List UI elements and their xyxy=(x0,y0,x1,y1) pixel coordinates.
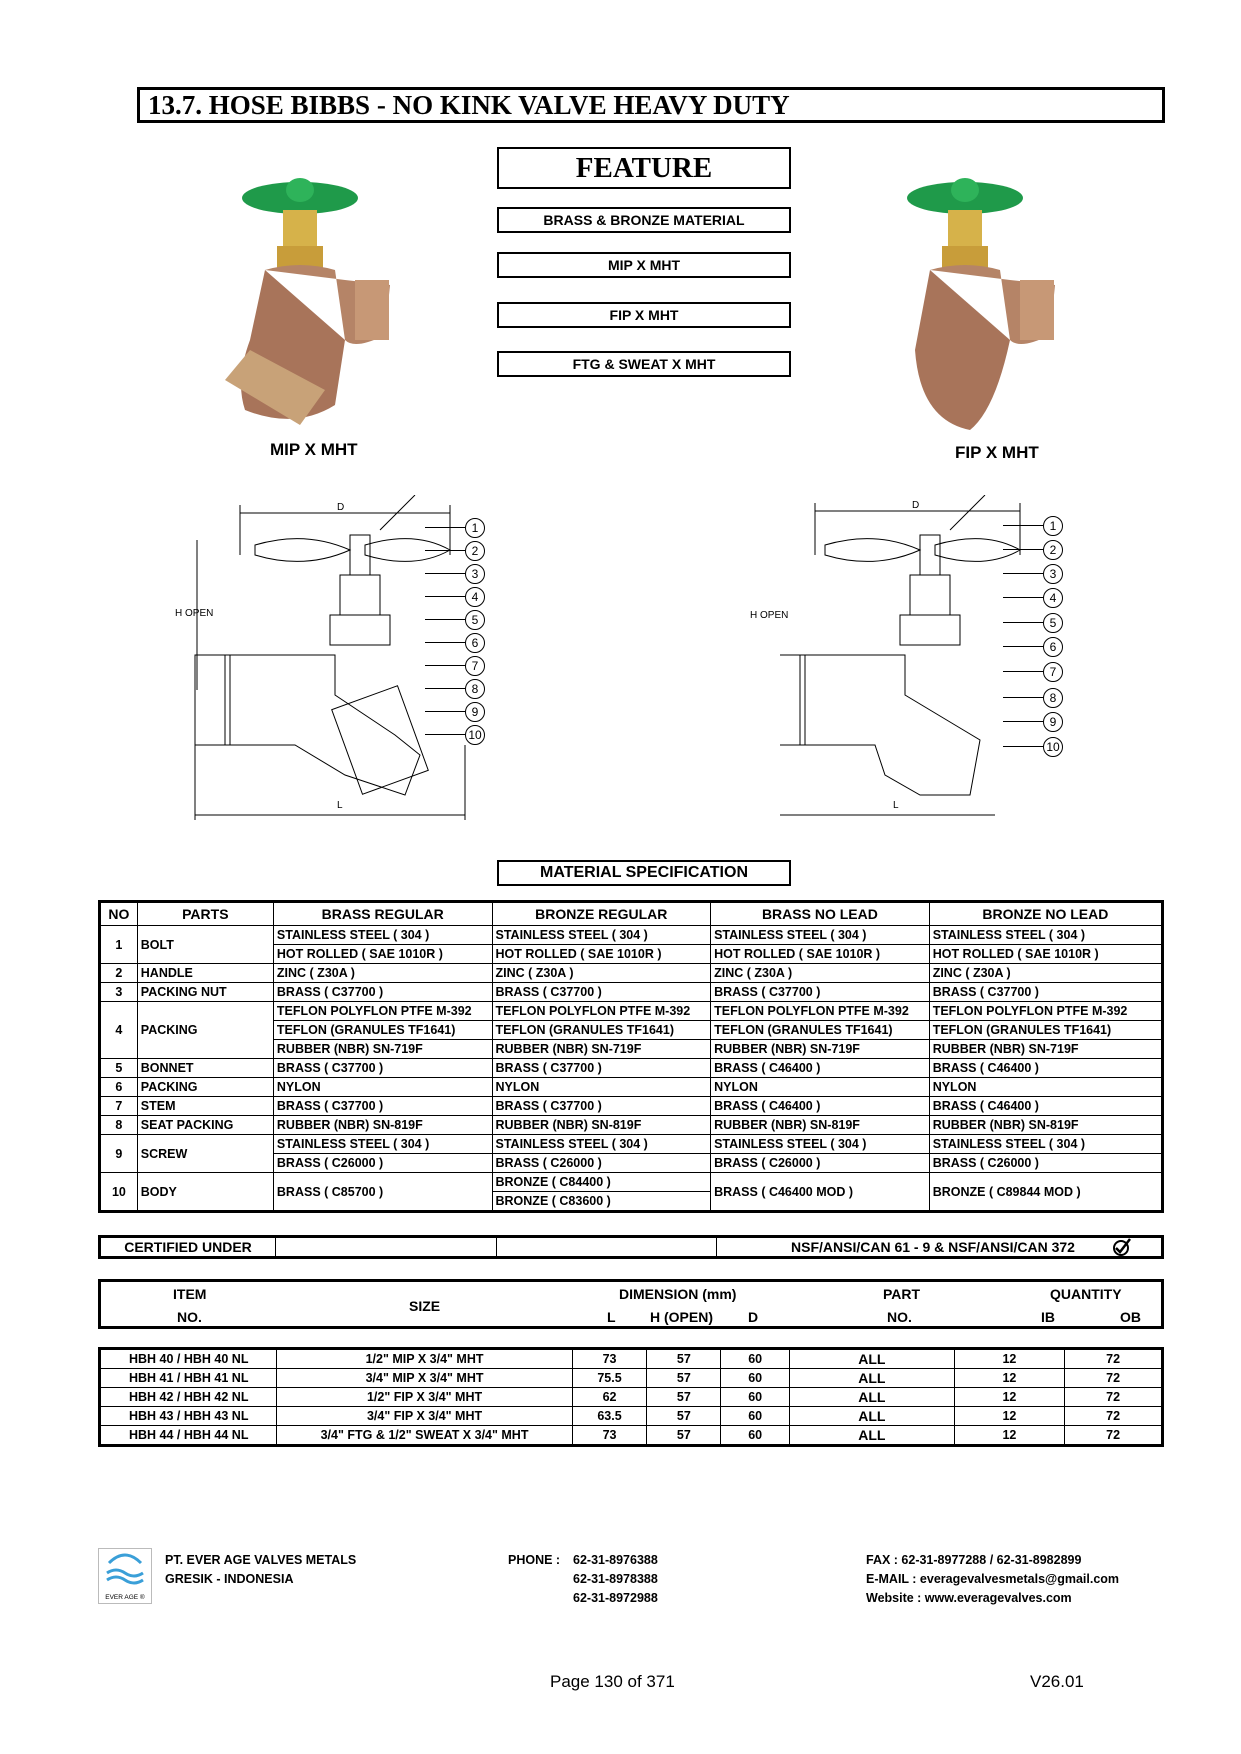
callout-leader xyxy=(425,734,465,735)
material-cell: BRASS ( C85700 ) xyxy=(273,1173,492,1212)
certified-label: CERTIFIED UNDER xyxy=(101,1238,276,1256)
technical-drawing-fip xyxy=(780,495,1080,825)
dim-cell-size: 1/2" MIP X 3/4" MHT xyxy=(277,1349,572,1369)
header-quantity: QUANTITY xyxy=(1050,1286,1122,1302)
callout-1: 1 xyxy=(1043,516,1063,536)
material-cell: RUBBER (NBR) SN-719F xyxy=(711,1040,930,1059)
dim-label-l-right: L xyxy=(893,800,899,811)
dim-cell-item: HBH 40 / HBH 40 NL xyxy=(100,1349,277,1369)
material-cell: TEFLON POLYFLON PTFE M-392 xyxy=(492,1002,711,1021)
callout-3: 3 xyxy=(465,564,485,584)
dim-cell-part: ALL xyxy=(790,1426,955,1446)
dim-label-d-right: D xyxy=(912,500,920,511)
technical-drawing-mip xyxy=(165,495,500,825)
part-name: PACKING NUT xyxy=(137,983,273,1002)
material-cell: BRONZE ( C84400 ) xyxy=(492,1173,711,1192)
material-row xyxy=(100,1002,1163,1021)
fax: FAX : 62-31-8977288 / 62-31-8982899 xyxy=(866,1553,1082,1567)
callout-leader xyxy=(425,711,465,712)
material-cell: BRASS ( C37700 ) xyxy=(492,1097,711,1116)
callout-leader xyxy=(1003,549,1043,550)
material-cell: HOT ROLLED ( SAE 1010R ) xyxy=(929,945,1162,964)
feature-heading: FEATURE xyxy=(497,147,791,189)
dim-cell-d: 60 xyxy=(721,1388,790,1407)
company-location: GRESIK - INDONESIA xyxy=(165,1572,294,1586)
material-row xyxy=(100,926,1163,945)
dim-label-h: H OPEN xyxy=(175,608,214,619)
dim-cell-h: 57 xyxy=(647,1407,721,1426)
material-row xyxy=(100,983,1163,1002)
material-cell: TEFLON POLYFLON PTFE M-392 xyxy=(273,1002,492,1021)
callout-leader xyxy=(1003,525,1043,526)
dim-cell-h: 57 xyxy=(647,1426,721,1446)
callout-7: 7 xyxy=(465,656,485,676)
dim-label-l: L xyxy=(337,800,343,811)
col-header: BRASS REGULAR xyxy=(273,902,492,926)
col-header: BRONZE REGULAR xyxy=(492,902,711,926)
dim-cell-item: HBH 41 / HBH 41 NL xyxy=(100,1369,277,1388)
material-cell: NYLON xyxy=(929,1078,1162,1097)
material-cell: RUBBER (NBR) SN-819F xyxy=(273,1116,492,1135)
dim-cell-item: HBH 44 / HBH 44 NL xyxy=(100,1426,277,1446)
part-name: BONNET xyxy=(137,1059,273,1078)
callout-leader xyxy=(1003,646,1043,647)
part-no: 6 xyxy=(100,1078,138,1097)
dim-cell-item: HBH 43 / HBH 43 NL xyxy=(100,1407,277,1426)
dim-cell-size: 1/2" FIP X 3/4" MHT xyxy=(277,1388,572,1407)
material-cell: BRASS ( C37700 ) xyxy=(492,1059,711,1078)
dim-label-d: D xyxy=(337,502,345,513)
material-cell: 10 xyxy=(100,1173,138,1212)
dim-cell-ob: 72 xyxy=(1065,1388,1163,1407)
header-size: SIZE xyxy=(409,1298,441,1314)
material-cell: ZINC ( Z30A ) xyxy=(929,964,1162,983)
material-cell: NYLON xyxy=(492,1078,711,1097)
part-no: 3 xyxy=(100,983,138,1002)
material-cell: BRONZE ( C83600 ) xyxy=(492,1192,711,1212)
col-header: BRONZE NO LEAD xyxy=(929,902,1162,926)
email: E-MAIL : everagevalvesmetals@gmail.com xyxy=(866,1572,1120,1586)
material-cell: BRASS ( C37700 ) xyxy=(492,983,711,1002)
callout-leader xyxy=(1003,573,1043,574)
callout-1: 1 xyxy=(465,518,485,538)
part-no: 5 xyxy=(100,1059,138,1078)
dim-label-h-right: H OPEN xyxy=(750,610,789,621)
material-row xyxy=(100,1173,1163,1192)
dimension-header xyxy=(98,1279,1164,1329)
callout-leader xyxy=(1003,671,1043,672)
col-header: NO xyxy=(100,902,138,926)
part-no: 1 xyxy=(100,926,138,964)
part-name: STEM xyxy=(137,1097,273,1116)
material-cell: BODY xyxy=(137,1173,273,1212)
material-cell: HOT ROLLED ( SAE 1010R ) xyxy=(273,945,492,964)
feature-item: FTG & SWEAT X MHT xyxy=(497,351,791,377)
header-part-no: NO. xyxy=(887,1309,912,1325)
company-logo xyxy=(98,1548,152,1604)
header-l: L xyxy=(607,1309,616,1325)
callout-leader xyxy=(425,573,465,574)
dim-cell-ib: 12 xyxy=(954,1388,1065,1407)
phone-label: PHONE : xyxy=(508,1553,561,1567)
dim-cell-h: 57 xyxy=(647,1349,721,1369)
header-part: PART xyxy=(883,1286,921,1302)
divider xyxy=(496,1238,497,1256)
dim-cell-l: 73 xyxy=(572,1426,647,1446)
dim-cell-part: ALL xyxy=(790,1349,955,1369)
material-cell: ZINC ( Z30A ) xyxy=(492,964,711,983)
part-name: BOLT xyxy=(137,926,273,964)
material-cell: HOT ROLLED ( SAE 1010R ) xyxy=(492,945,711,964)
callout-leader xyxy=(1003,746,1043,747)
part-name: PACKING xyxy=(137,1078,273,1097)
valve-photo-mip xyxy=(205,160,395,435)
material-cell: TEFLON POLYFLON PTFE M-392 xyxy=(711,1002,930,1021)
dim-cell-d: 60 xyxy=(721,1349,790,1369)
dim-cell-ib: 12 xyxy=(954,1407,1065,1426)
header-ob: OB xyxy=(1120,1309,1141,1325)
material-cell: RUBBER (NBR) SN-819F xyxy=(711,1116,930,1135)
material-cell: BRASS ( C46400 ) xyxy=(711,1097,930,1116)
dim-cell-l: 63.5 xyxy=(572,1407,647,1426)
callout-3: 3 xyxy=(1043,564,1063,584)
material-cell: RUBBER (NBR) SN-719F xyxy=(492,1040,711,1059)
feature-item: MIP X MHT xyxy=(497,252,791,278)
table-row xyxy=(100,1426,1163,1446)
material-cell: RUBBER (NBR) SN-719F xyxy=(273,1040,492,1059)
callout-6: 6 xyxy=(1043,637,1063,657)
table-row xyxy=(100,1349,1163,1369)
dim-cell-ib: 12 xyxy=(954,1349,1065,1369)
material-cell: TEFLON (GRANULES TF1641) xyxy=(929,1021,1162,1040)
callout-leader xyxy=(425,665,465,666)
material-spec-heading: MATERIAL SPECIFICATION xyxy=(497,860,791,886)
callout-leader xyxy=(425,619,465,620)
dim-cell-d: 60 xyxy=(721,1407,790,1426)
dim-cell-l: 73 xyxy=(572,1349,647,1369)
dim-cell-ob: 72 xyxy=(1065,1369,1163,1388)
material-cell: RUBBER (NBR) SN-819F xyxy=(492,1116,711,1135)
callout-8: 8 xyxy=(1043,688,1063,708)
callout-leader xyxy=(425,642,465,643)
header-d: D xyxy=(748,1309,759,1325)
col-header: BRASS NO LEAD xyxy=(711,902,930,926)
material-cell: NYLON xyxy=(273,1078,492,1097)
material-cell: BRASS ( C37700 ) xyxy=(929,983,1162,1002)
photo-label-fip: FIP X MHT xyxy=(955,443,1039,462)
check-seal-icon xyxy=(1111,1236,1133,1258)
part-no: 2 xyxy=(100,964,138,983)
header-h-open: H (OPEN) xyxy=(650,1309,713,1325)
material-cell: HOT ROLLED ( SAE 1010R ) xyxy=(711,945,930,964)
dim-cell-ib: 12 xyxy=(954,1426,1065,1446)
dim-cell-size: 3/4" FIP X 3/4" MHT xyxy=(277,1407,572,1426)
material-cell: BRASS ( C37700 ) xyxy=(273,983,492,1002)
wave-logo-icon xyxy=(99,1549,151,1589)
callout-4: 4 xyxy=(465,587,485,607)
material-cell: TEFLON POLYFLON PTFE M-392 xyxy=(929,1002,1162,1021)
material-cell: BRASS ( C37700 ) xyxy=(711,983,930,1002)
callout-leader xyxy=(1003,597,1043,598)
phone-list xyxy=(573,1551,658,1608)
callout-5: 5 xyxy=(465,610,485,630)
part-no: 9 xyxy=(100,1135,138,1173)
dimension-table xyxy=(98,1347,1164,1447)
callout-leader xyxy=(425,596,465,597)
callout-10: 10 xyxy=(1043,737,1063,757)
header-item-no: NO. xyxy=(177,1309,202,1325)
col-header: PARTS xyxy=(137,902,273,926)
contact-block xyxy=(866,1551,1119,1608)
dim-cell-l: 75.5 xyxy=(572,1369,647,1388)
material-cell: STAINLESS STEEL ( 304 ) xyxy=(492,1135,711,1154)
material-row xyxy=(100,1059,1163,1078)
material-cell: ZINC ( Z30A ) xyxy=(711,964,930,983)
material-cell: ZINC ( Z30A ) xyxy=(273,964,492,983)
callout-2: 2 xyxy=(1043,540,1063,560)
material-cell: STAINLESS STEEL ( 304 ) xyxy=(273,1135,492,1154)
photo-label-mip: MIP X MHT xyxy=(270,440,358,459)
material-cell: BRASS ( C26000 ) xyxy=(711,1154,930,1173)
material-cell: TEFLON (GRANULES TF1641) xyxy=(711,1021,930,1040)
callout-8: 8 xyxy=(465,679,485,699)
material-cell: BRASS ( C37700 ) xyxy=(273,1097,492,1116)
callout-7: 7 xyxy=(1043,662,1063,682)
material-cell: BRASS ( C37700 ) xyxy=(273,1059,492,1078)
dim-cell-size: 3/4" MIP X 3/4" MHT xyxy=(277,1369,572,1388)
dim-cell-d: 60 xyxy=(721,1369,790,1388)
phone-number: 62-31-8976388 xyxy=(573,1553,658,1567)
material-cell: STAINLESS STEEL ( 304 ) xyxy=(929,1135,1162,1154)
phone-number: 62-31-8978388 xyxy=(573,1572,658,1586)
material-row xyxy=(100,1135,1163,1154)
callout-5: 5 xyxy=(1043,613,1063,633)
dim-cell-ob: 72 xyxy=(1065,1426,1163,1446)
callout-leader xyxy=(425,527,465,528)
material-row xyxy=(100,1078,1163,1097)
material-cell: BRASS ( C26000 ) xyxy=(492,1154,711,1173)
part-name: SEAT PACKING xyxy=(137,1116,273,1135)
material-cell: STAINLESS STEEL ( 304 ) xyxy=(273,926,492,945)
dim-cell-ib: 12 xyxy=(954,1369,1065,1388)
material-cell: STAINLESS STEEL ( 304 ) xyxy=(711,1135,930,1154)
callout-9: 9 xyxy=(1043,712,1063,732)
certified-row xyxy=(98,1235,1164,1259)
company-name: PT. EVER AGE VALVES METALS xyxy=(165,1553,357,1567)
material-row xyxy=(100,1116,1163,1135)
dim-cell-ob: 72 xyxy=(1065,1407,1163,1426)
dim-cell-part: ALL xyxy=(790,1388,955,1407)
material-cell: RUBBER (NBR) SN-819F xyxy=(929,1116,1162,1135)
callout-leader xyxy=(425,688,465,689)
material-cell: BRASS ( C26000 ) xyxy=(273,1154,492,1173)
material-cell: STAINLESS STEEL ( 304 ) xyxy=(492,926,711,945)
logo-text: EVER AGE ® xyxy=(105,1594,145,1601)
material-spec-table xyxy=(98,900,1164,1213)
website: Website : www.everagevalves.com xyxy=(866,1591,1072,1605)
callout-9: 9 xyxy=(465,702,485,722)
material-cell: NYLON xyxy=(711,1078,930,1097)
callout-4: 4 xyxy=(1043,588,1063,608)
dim-cell-h: 57 xyxy=(647,1388,721,1407)
table-row xyxy=(100,1369,1163,1388)
callout-10: 10 xyxy=(465,725,485,745)
part-name: SCREW xyxy=(137,1135,273,1173)
material-row xyxy=(100,1097,1163,1116)
material-row xyxy=(100,964,1163,983)
callout-leader xyxy=(1003,721,1043,722)
material-cell: TEFLON (GRANULES TF1641) xyxy=(273,1021,492,1040)
dim-cell-l: 62 xyxy=(572,1388,647,1407)
page-number: Page 130 of 371 xyxy=(550,1672,675,1691)
dim-cell-part: ALL xyxy=(790,1369,955,1388)
dim-cell-d: 60 xyxy=(721,1426,790,1446)
header-ib: IB xyxy=(1041,1309,1055,1325)
version: V26.01 xyxy=(1030,1672,1084,1691)
material-cell: BRASS ( C46400 ) xyxy=(929,1059,1162,1078)
valve-photo-fip xyxy=(875,160,1065,440)
callout-2: 2 xyxy=(465,541,485,561)
feature-item: FIP X MHT xyxy=(497,302,791,328)
dim-cell-ob: 72 xyxy=(1065,1349,1163,1369)
callout-leader xyxy=(425,550,465,551)
dim-cell-item: HBH 42 / HBH 42 NL xyxy=(100,1388,277,1407)
dim-cell-part: ALL xyxy=(790,1407,955,1426)
page-title: 13.7. HOSE BIBBS - NO KINK VALVE HEAVY DUTY xyxy=(137,87,1165,123)
part-name: PACKING xyxy=(137,1002,273,1059)
phone-number: 62-31-8972988 xyxy=(573,1591,658,1605)
table-row xyxy=(100,1388,1163,1407)
callout-6: 6 xyxy=(465,633,485,653)
material-cell: BRASS ( C26000 ) xyxy=(929,1154,1162,1173)
dim-cell-h: 57 xyxy=(647,1369,721,1388)
part-no: 8 xyxy=(100,1116,138,1135)
material-cell: STAINLESS STEEL ( 304 ) xyxy=(711,926,930,945)
callout-leader xyxy=(1003,622,1043,623)
header-dimension: DIMENSION (mm) xyxy=(619,1286,737,1302)
material-cell: TEFLON (GRANULES TF1641) xyxy=(492,1021,711,1040)
company-name-block xyxy=(165,1551,356,1589)
part-no: 7 xyxy=(100,1097,138,1116)
material-cell: BRASS ( C46400 ) xyxy=(711,1059,930,1078)
callout-leader xyxy=(1003,697,1043,698)
feature-item: BRASS & BRONZE MATERIAL xyxy=(497,207,791,233)
divider xyxy=(716,1238,717,1256)
certified-value: NSF/ANSI/CAN 61 - 9 & NSF/ANSI/CAN 372 xyxy=(791,1239,1075,1255)
material-cell: BRASS ( C46400 ) xyxy=(929,1097,1162,1116)
header-item: ITEM xyxy=(173,1286,207,1302)
material-cell: BRONZE ( C89844 MOD ) xyxy=(929,1173,1162,1212)
dim-cell-size: 3/4" FTG & 1/2" SWEAT X 3/4" MHT xyxy=(277,1426,572,1446)
table-row xyxy=(100,1407,1163,1426)
material-cell: RUBBER (NBR) SN-719F xyxy=(929,1040,1162,1059)
part-no: 4 xyxy=(100,1002,138,1059)
part-name: HANDLE xyxy=(137,964,273,983)
material-cell: BRASS ( C46400 MOD ) xyxy=(711,1173,930,1212)
material-cell: STAINLESS STEEL ( 304 ) xyxy=(929,926,1162,945)
